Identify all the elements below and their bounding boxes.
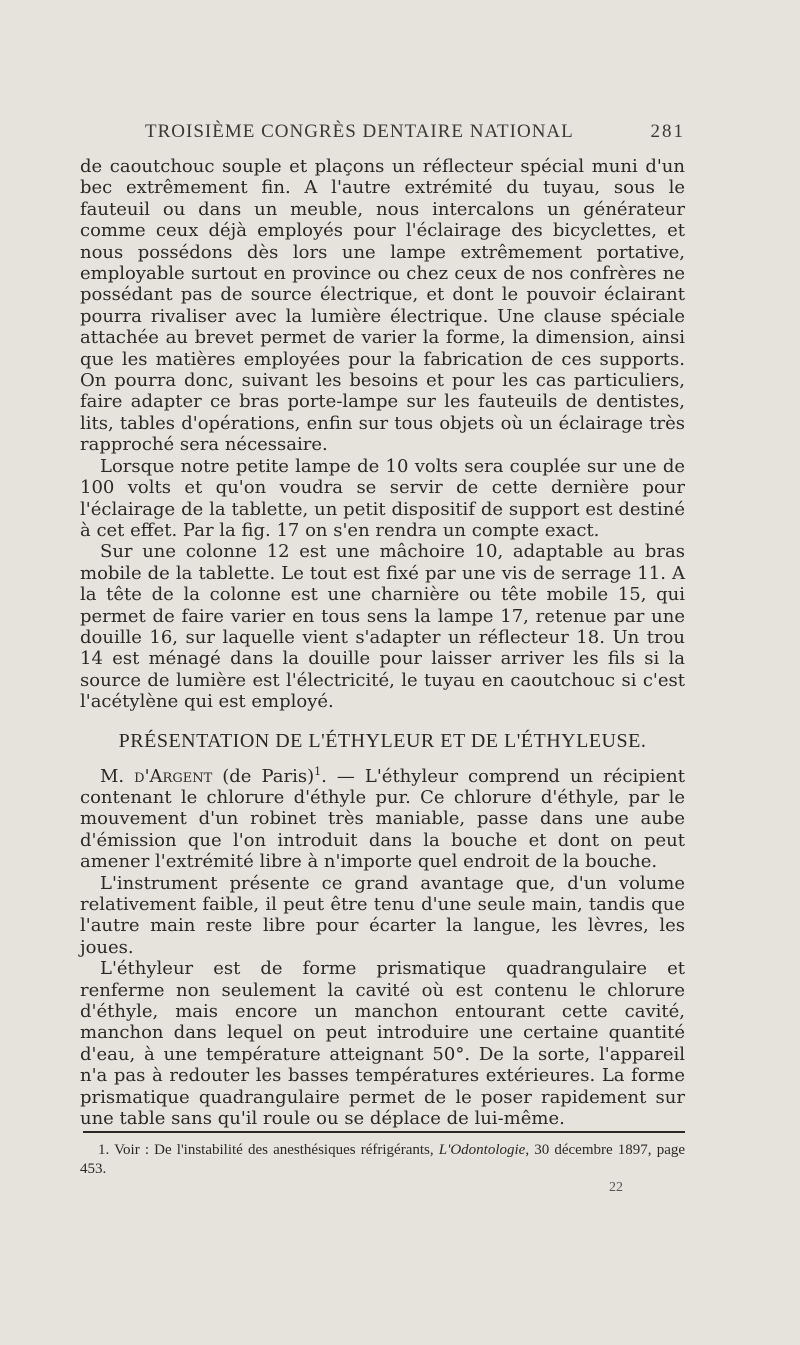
author-place: (de Paris) xyxy=(212,765,315,787)
section-heading: PRÉSENTATION DE L'ÉTHYLEUR ET DE L'ÉTHYLEUSE. xyxy=(118,729,647,752)
page-body xyxy=(80,156,685,1129)
paragraph: Lorsque notre petite lampe de 10 volts sera couplée sur une de 100 volts et qu'on voudra se servir de cette dernière pour l'éclairage de la tablette, un petit dispositif de support est destiné à cet effet. Par la fig. 17 on s'en rendra un compte exact. xyxy=(80,455,685,541)
journal-title: L'Odontologie xyxy=(438,1142,526,1158)
author-name: M. d'Argent xyxy=(100,765,213,787)
paragraph: de caoutchouc souple et plaçons un réflecteur spécial muni d'un bec extrêmement fin. A l'autre extrémité du tuyau, sous le fauteuil ou dans un meuble, nous intercalons un générateur comme ceux déjà employés pour l'éclairage des bicyclettes, et nous possédons dès lors une lampe extrêmement portative, employable surtout en province ou chez ceux de nos confrères ne possédant pas de source électrique, et dont le pouvoir éclairant pourra rivaliser avec la lumière électrique. Une clause spéciale attachée au brevet permet de varier la forme, la dimension, ainsi que les matières employées pour la fabrication de ces supports. On pourra donc, suivant les besoins et pour les cas particuliers, faire adapter ce bras porte-lampe sur les fauteuils de dentistes, lits, tables d'opérations, enfin sur tous objets où un éclairage très rapproché sera nécessaire. xyxy=(80,156,685,456)
footnote-number: 1. xyxy=(98,1142,110,1158)
footnote-reference: 1 xyxy=(314,764,322,778)
footnote-text: , 30 décembre 1897, page 453. xyxy=(80,1142,686,1177)
paragraph-text: . — L'éthyleur comprend un récipient contenant le chlorure d'éthyle pur. Ce chlorure d'éthyle, par le mouvement d'un robinet très maniable, passe dans une aube d'émission que l'on introduit dans la bouche et dont on peut amener l'extrémité libre à n'importe quel endroit de la bouche. xyxy=(80,765,686,873)
footnote-text: Voir : De l'instabilité des anesthésiques réfrigérants, xyxy=(109,1142,439,1158)
footnote-rule xyxy=(83,1131,685,1133)
running-header xyxy=(80,121,685,149)
footnote xyxy=(80,1141,685,1179)
paragraph: L'instrument présente ce grand avantage que, d'un volume relativement faible, il peut être tenu d'une seule main, tandis que l'autre main reste libre pour écarter la langue, les lèvres, les joues. xyxy=(80,872,685,958)
paragraph: L'éthyleur est de forme prismatique quadrangulaire et renferme non seulement la cavité où est contenu le chlorure d'éthyle, mais encore un manchon entourant cette cavité, manchon dans lequel on peut introduire une certaine quantité d'eau, à une température atteignant 50°. De la sorte, l'appareil n'a pas à redouter les basses températures extérieures. La forme prismatique quadrangulaire permet de le poser rapidement sur une table sans qu'il roule ou se déplace de lui-même. xyxy=(80,958,685,1130)
running-title: TROISIÈME CONGRÈS DENTAIRE NATIONAL xyxy=(145,121,574,142)
paragraph xyxy=(80,766,685,873)
paragraph: Sur une colonne 12 est une mâchoire 10, adaptable au bras mobile de la tablette. Le tout est fixé par une vis de serrage 11. A la tête de la colonne est une charnière ou tête mobile 15, qui permet de faire varier en tous sens la lampe 17, retenue par une douille 16, sur laquelle vient s'adapter un réflecteur 18. Un trou 14 est ménagé dans la douille pour laisser arriver les fils si la source de lumière est l'électricité, le tuyau en caoutchouc si c'est l'acétylène qui est employé. xyxy=(80,541,685,713)
signature-mark: 22 xyxy=(609,1180,623,1195)
page-number: 281 xyxy=(650,121,685,142)
